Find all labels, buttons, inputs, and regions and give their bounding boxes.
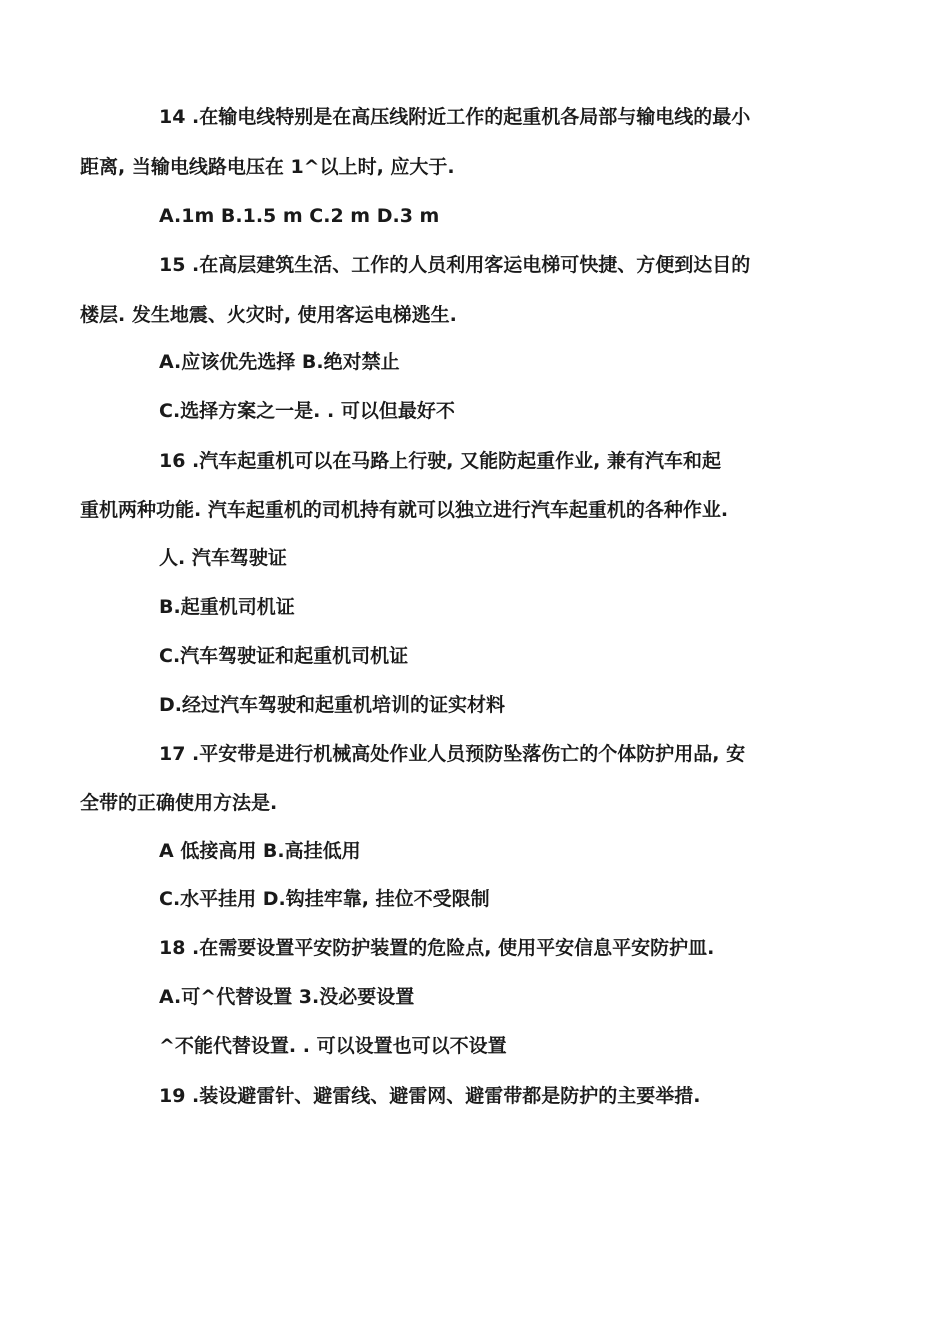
q15-stem-line2: 楼层. 发生地震、火灾时, 使用客运电梯逃生.	[80, 304, 457, 326]
q16-stem-line2: 重机两种功能. 汽车起重机的司机持有就可以独立进行汽车起重机的各种作业.	[80, 499, 729, 521]
q17-stem-line2: 全带的正确使用方法是.	[80, 792, 278, 814]
q14-stem-line2: 距离, 当输电线路电压在 1^以上时, 应大于.	[80, 156, 455, 178]
q16-option-c: C.汽车驾驶证和起重机司机证	[159, 645, 409, 667]
q16-option-a: 人. 汽车驾驶证	[159, 547, 287, 569]
q15-stem-line1: 15 .在高层建筑生活、工作的人员利用客运电梯可快捷、方便到达目的	[159, 254, 751, 276]
q18-options-cd: ^不能代替设置. . 可以设置也可以不设置	[159, 1035, 507, 1057]
q15-options-ab: A.应该优先选择 B.绝对禁止	[159, 351, 400, 373]
q18-options-ab: A.可^代替设置 3.没必要设置	[159, 986, 415, 1008]
q16-option-d: D.经过汽车驾驶和起重机培训的证实材料	[159, 694, 505, 716]
q17-options-ab: A 低接高用 B.高挂低用	[159, 840, 361, 862]
q17-stem-line1: 17 .平安带是进行机械高处作业人员预防坠落伤亡的个体防护用品, 安	[159, 743, 746, 765]
q19-stem: 19 .装设避雷针、避雷线、避雷网、避雷带都是防护的主要举措.	[159, 1085, 701, 1107]
q16-option-b: B.起重机司机证	[159, 596, 295, 618]
q17-options-cd: C.水平挂用 D.钩挂牢靠, 挂位不受限制	[159, 888, 490, 910]
q16-stem-line1: 16 .汽车起重机可以在马路上行驶, 又能防起重作业, 兼有汽车和起	[159, 450, 721, 472]
q14-options: A.1m B.1.5 m C.2 m D.3 m	[159, 205, 440, 227]
q15-options-cd: C.选择方案之一是. . 可以但最好不	[159, 400, 455, 422]
q14-stem-line1: 14 .在输电线特别是在高压线附近工作的起重机各局部与输电线的最小	[159, 106, 751, 128]
q18-stem: 18 .在需要设置平安防护装置的危险点, 使用平安信息平安防护皿.	[159, 937, 715, 959]
